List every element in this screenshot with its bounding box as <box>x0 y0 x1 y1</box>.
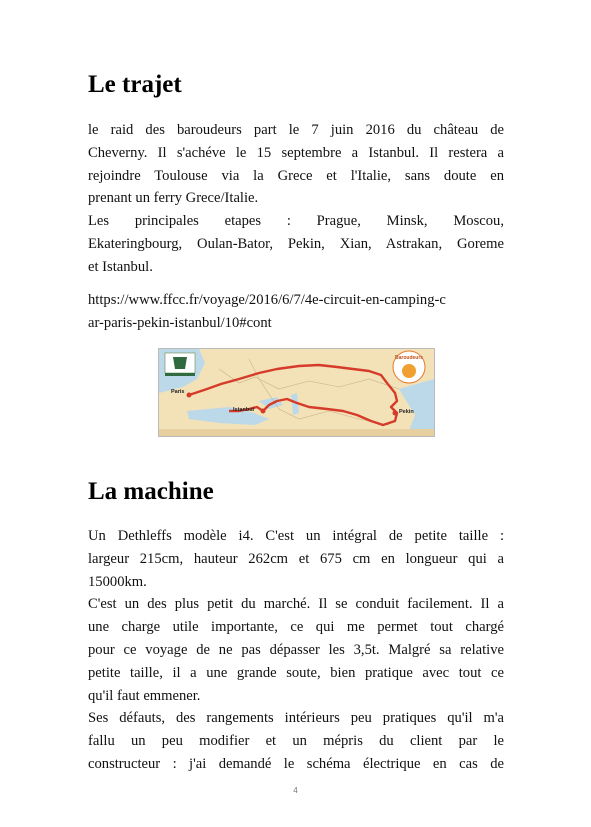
map-label-pekin: Pekin <box>399 409 414 415</box>
section-title-trajet: Le trajet <box>88 71 182 98</box>
text-line: le raid des baroudeurs part le 7 juin 2016 du château de <box>88 122 504 138</box>
text-line: Cheverny. Il s'achéve le 15 septembre a Istanbul. Il restera a <box>88 144 504 161</box>
text-line: Les principales etapes : Prague, Minsk, Moscou, <box>88 213 504 230</box>
route-map-svg <box>159 349 434 436</box>
map-label-paris: Paris <box>171 389 185 395</box>
text-line: Ekateringbourg, Oulan-Bator, Pekin, Xian, Astrakan, Goreme <box>88 235 504 252</box>
url-line[interactable]: https://www.ffcc.fr/voyage/2016/6/7/4e-circuit-en-camping-c <box>88 292 446 308</box>
text-line: pour ce voyage de ne pas dépasser les 3,5t. Malgré sa relative <box>88 641 504 658</box>
source-url[interactable] <box>88 289 504 335</box>
text-line: 15000km. <box>88 573 147 590</box>
paris-marker <box>187 393 192 398</box>
section-title-machine: La machine <box>88 478 214 505</box>
map-label-istanbul: Istanbul <box>233 407 255 413</box>
text-line: C'est un des plus petit du marché. Il se conduit facilement. Il a <box>88 596 504 613</box>
text-line: largeur 215cm, hauteur 262cm et 675 cm en longueur qui a <box>88 550 504 567</box>
text-line: fallu un peu modifier et un mépris du client par le <box>88 733 504 750</box>
page-number: 4 <box>293 786 298 795</box>
map-badge-label: Baroudeurs <box>395 355 424 361</box>
text-line: une charge utile importante, ce qui me permet tout chargé <box>88 619 504 636</box>
text-line: qu'il faut emmener. <box>88 687 201 704</box>
text-line: Ses défauts, des rangements intérieurs peu pratiques qu'il m'a <box>88 710 504 727</box>
pekin-marker <box>393 411 398 416</box>
text-line: rejoindre Toulouse via la Grece et l'Italie, sans doute en <box>88 167 504 184</box>
text-line: et Istanbul. <box>88 258 153 275</box>
trajet-paragraph <box>88 119 504 279</box>
url-line[interactable]: ar-paris-pekin-istanbul/10#cont <box>88 314 272 331</box>
text-line: petite taille, il a une grande soute, bien pratique avec tout ce <box>88 664 504 681</box>
text-line: Un Dethleffs modèle i4. C'est un intégral de petite taille : <box>88 528 504 544</box>
text-line: prenant un ferry Grece/Italie. <box>88 190 259 207</box>
route-map-image <box>158 348 435 437</box>
istanbul-marker <box>261 409 266 414</box>
machine-paragraph <box>88 525 504 776</box>
text-line: constructeur : j'ai demandé le schéma électrique en cas de <box>88 755 504 772</box>
